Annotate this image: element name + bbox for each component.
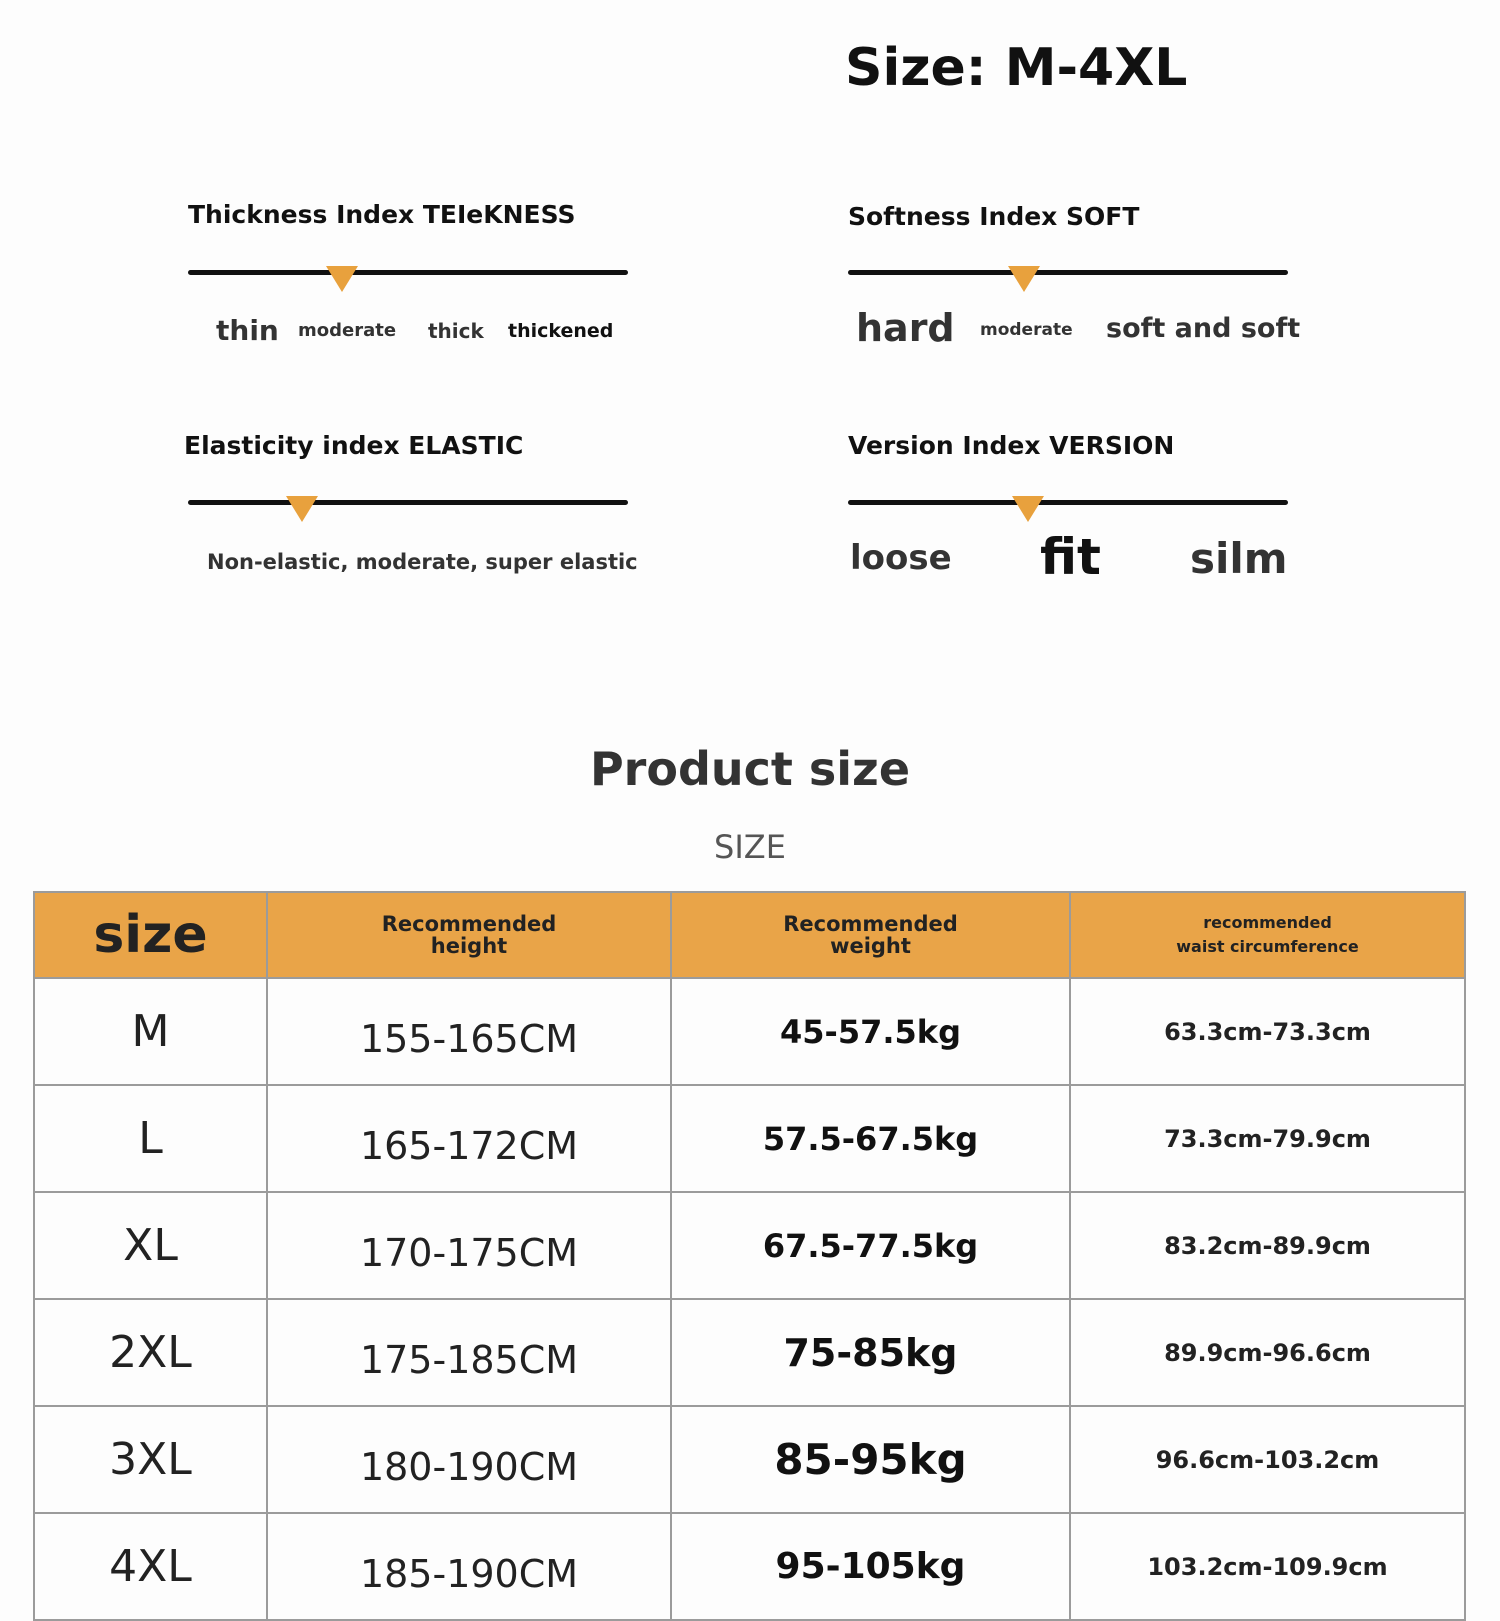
softness-scale-line	[848, 270, 1288, 275]
version-marker	[1012, 496, 1044, 522]
softness-marker	[1008, 266, 1040, 292]
cell-size: 4XL	[34, 1513, 267, 1620]
cell-weight: 67.5-77.5kg	[671, 1192, 1070, 1299]
thickness-label-moderate: moderate	[298, 320, 397, 341]
cell-size: XL	[34, 1192, 267, 1299]
softness-label-moderate: moderate	[980, 320, 1073, 340]
cell-height: 185-190CM	[267, 1513, 671, 1620]
version-scale-line	[848, 500, 1288, 505]
cell-height: 180-190CM	[267, 1406, 671, 1513]
table-row	[34, 1299, 1465, 1406]
cell-height: 170-175CM	[267, 1192, 671, 1299]
softness-label-soft: soft and soft	[1106, 313, 1301, 344]
cell-waist: 103.2cm-109.9cm	[1070, 1513, 1465, 1620]
thickness-marker	[326, 266, 358, 292]
version-title: Version Index VERSION	[848, 431, 1175, 460]
table-header-row	[34, 892, 1465, 978]
cell-weight: 75-85kg	[671, 1299, 1070, 1406]
cell-size: L	[34, 1085, 267, 1192]
cell-waist: 73.3cm-79.9cm	[1070, 1085, 1465, 1192]
elasticity-label: Non-elastic, moderate, super elastic	[207, 550, 638, 574]
elasticity-title: Elasticity index ELASTIC	[184, 431, 524, 460]
cell-size: 2XL	[34, 1299, 267, 1406]
cell-weight: 95-105kg	[671, 1513, 1070, 1620]
size-table	[33, 891, 1466, 1621]
size-range-title: Size: M-4XL	[845, 38, 1188, 98]
cell-waist: 96.6cm-103.2cm	[1070, 1406, 1465, 1513]
cell-weight: 45-57.5kg	[671, 978, 1070, 1085]
cell-height: 155-165CM	[267, 978, 671, 1085]
cell-weight: 57.5-67.5kg	[671, 1085, 1070, 1192]
softness-title: Softness Index SOFT	[848, 202, 1140, 231]
table-row	[34, 1192, 1465, 1299]
table-row	[34, 1406, 1465, 1513]
cell-height: 175-185CM	[267, 1299, 671, 1406]
version-label-loose: loose	[850, 538, 952, 578]
header-weight-line1: Recommended	[783, 912, 958, 936]
size-subtitle: SIZE	[714, 828, 786, 866]
header-weight	[671, 892, 1070, 978]
thickness-label-thin: thin	[216, 314, 279, 347]
header-weight-line2: weight	[830, 934, 911, 958]
header-waist	[1070, 892, 1465, 978]
cell-waist: 83.2cm-89.9cm	[1070, 1192, 1465, 1299]
cell-size: M	[34, 978, 267, 1085]
thickness-title: Thickness Index TEIeKNESS	[188, 200, 576, 229]
header-height	[267, 892, 671, 978]
header-waist-line2: waist circumference	[1176, 937, 1359, 956]
version-label-silm: silm	[1190, 534, 1288, 583]
table-row	[34, 978, 1465, 1085]
header-size: size	[34, 892, 267, 978]
thickness-scale-line	[188, 270, 628, 275]
header-height-line1: Recommended	[381, 912, 557, 936]
table-row	[34, 1085, 1465, 1192]
table-row	[34, 1513, 1465, 1620]
version-label-fit: fit	[1040, 528, 1101, 586]
product-size-title: Product size	[589, 742, 911, 796]
softness-label-hard: hard	[856, 306, 955, 350]
cell-waist: 63.3cm-73.3cm	[1070, 978, 1465, 1085]
header-waist-line1: recommended	[1203, 913, 1332, 932]
cell-height: 165-172CM	[267, 1085, 671, 1192]
header-height-line2: height	[430, 934, 508, 958]
elasticity-scale-line	[188, 500, 628, 505]
cell-waist: 89.9cm-96.6cm	[1070, 1299, 1465, 1406]
elasticity-marker	[286, 496, 318, 522]
thickness-label-thickened: thickened	[508, 320, 614, 342]
cell-weight: 85-95kg	[671, 1406, 1070, 1513]
cell-size: 3XL	[34, 1406, 267, 1513]
thickness-label-thick: thick	[428, 319, 484, 343]
